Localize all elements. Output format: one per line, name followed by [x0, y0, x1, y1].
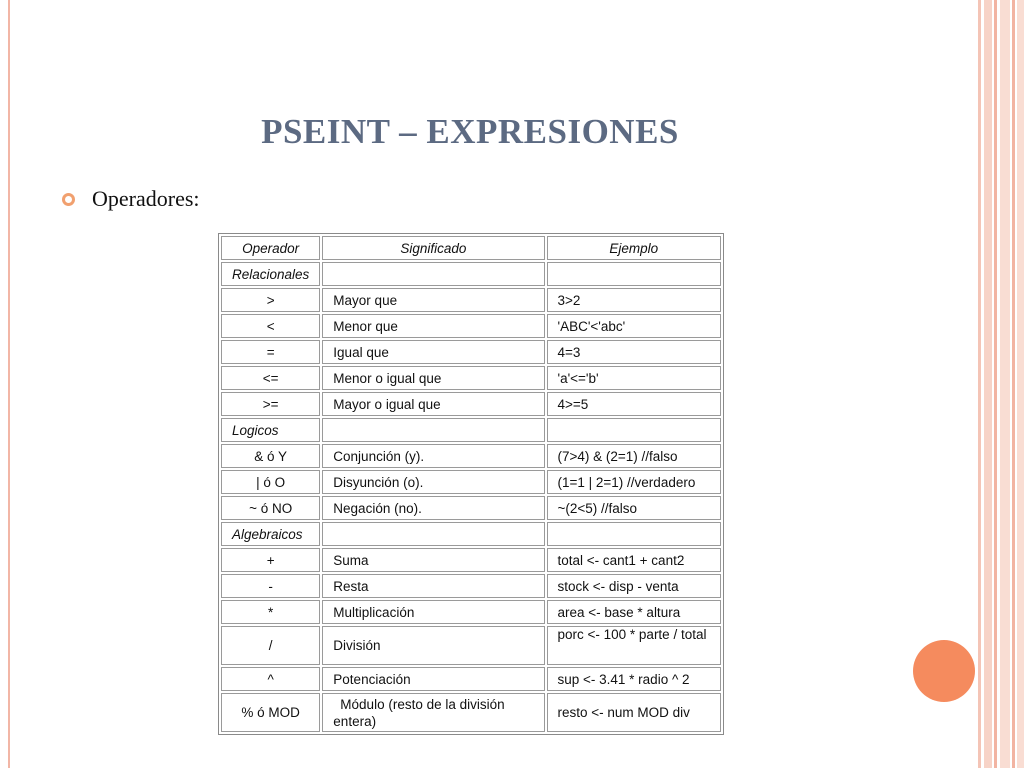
table-row — [221, 626, 721, 665]
example-cell: 4=3 — [547, 340, 722, 364]
header-significado: Significado — [322, 236, 544, 260]
table-header-row — [221, 236, 721, 260]
decor-stripe — [978, 0, 981, 768]
header-ejemplo: Ejemplo — [547, 236, 722, 260]
operator-cell: * — [221, 600, 320, 624]
header-operador: Operador — [221, 236, 320, 260]
decor-stripe — [994, 0, 997, 768]
slide-title: PSEINT – EXPRESIONES — [261, 112, 679, 151]
operator-cell: - — [221, 574, 320, 598]
table-row — [221, 667, 721, 691]
group-row — [221, 262, 721, 286]
table-row — [221, 314, 721, 338]
operator-cell: ~ ó NO — [221, 496, 320, 520]
operators-table — [218, 233, 724, 735]
meaning-cell: División — [322, 626, 544, 665]
table-row — [221, 444, 721, 468]
meaning-line: entera) — [333, 713, 377, 729]
table-row — [221, 392, 721, 416]
example-cell: 'a'<='b' — [547, 366, 722, 390]
meaning-cell: Multiplicación — [322, 600, 544, 624]
example-cell: area <- base * altura — [547, 600, 722, 624]
example-cell: total <- cant1 + cant2 — [547, 548, 722, 572]
example-cell: 3>2 — [547, 288, 722, 312]
meaning-cell: Mayor que — [322, 288, 544, 312]
meaning-line: Módulo (resto de la división — [340, 696, 505, 712]
meaning-cell: Suma — [322, 548, 544, 572]
example-cell: stock <- disp - venta — [547, 574, 722, 598]
operator-cell: >= — [221, 392, 320, 416]
decor-stripe — [1000, 0, 1010, 768]
meaning-cell: Menor que — [322, 314, 544, 338]
meaning-cell: Potenciación — [322, 667, 544, 691]
table-row — [221, 470, 721, 494]
meaning-cell: Mayor o igual que — [322, 392, 544, 416]
operator-cell: % ó MOD — [221, 693, 320, 732]
meaning-cell: Disyunción (o). — [322, 470, 544, 494]
example-cell: (7>4) & (2=1) //falso — [547, 444, 722, 468]
meaning-cell: Negación (no). — [322, 496, 544, 520]
operator-cell: & ó Y — [221, 444, 320, 468]
meaning-cell: Igual que — [322, 340, 544, 364]
group-label: Algebraicos — [221, 522, 320, 546]
example-cell: ~(2<5) //falso — [547, 496, 722, 520]
meaning-cell: Menor o igual que — [322, 366, 544, 390]
example-cell: (1=1 | 2=1) //verdadero — [547, 470, 722, 494]
operator-cell: < — [221, 314, 320, 338]
operator-cell: > — [221, 288, 320, 312]
meaning-cell: Resta — [322, 574, 544, 598]
meaning-cell: Conjunción (y). — [322, 444, 544, 468]
group-row — [221, 522, 721, 546]
group-label: Relacionales — [221, 262, 320, 286]
meaning-cell — [322, 693, 544, 732]
example-cell: porc <- 100 * parte / total — [547, 626, 722, 665]
example-cell: sup <- 3.41 * radio ^ 2 — [547, 667, 722, 691]
example-cell: 'ABC'<'abc' — [547, 314, 722, 338]
operator-cell: = — [221, 340, 320, 364]
example-cell: 4>=5 — [547, 392, 722, 416]
operator-cell: / — [221, 626, 320, 665]
operator-cell: ^ — [221, 667, 320, 691]
table-row — [221, 574, 721, 598]
decor-circle — [913, 640, 975, 702]
table-row — [221, 366, 721, 390]
example-cell: resto <- num MOD div — [547, 693, 722, 732]
decor-stripe — [1012, 0, 1015, 768]
bullet-item — [62, 186, 200, 212]
bullet-circle-icon — [62, 193, 75, 206]
operator-cell: | ó O — [221, 470, 320, 494]
table-row — [221, 496, 721, 520]
operator-cell: <= — [221, 366, 320, 390]
decor-stripe — [984, 0, 992, 768]
group-label: Logicos — [221, 418, 320, 442]
table-row — [221, 693, 721, 732]
table-row — [221, 600, 721, 624]
table-row — [221, 288, 721, 312]
bullet-text: Operadores: — [92, 186, 200, 211]
decor-stripe — [1017, 0, 1024, 768]
table-row — [221, 548, 721, 572]
table-row — [221, 340, 721, 364]
operator-cell: + — [221, 548, 320, 572]
group-row — [221, 418, 721, 442]
